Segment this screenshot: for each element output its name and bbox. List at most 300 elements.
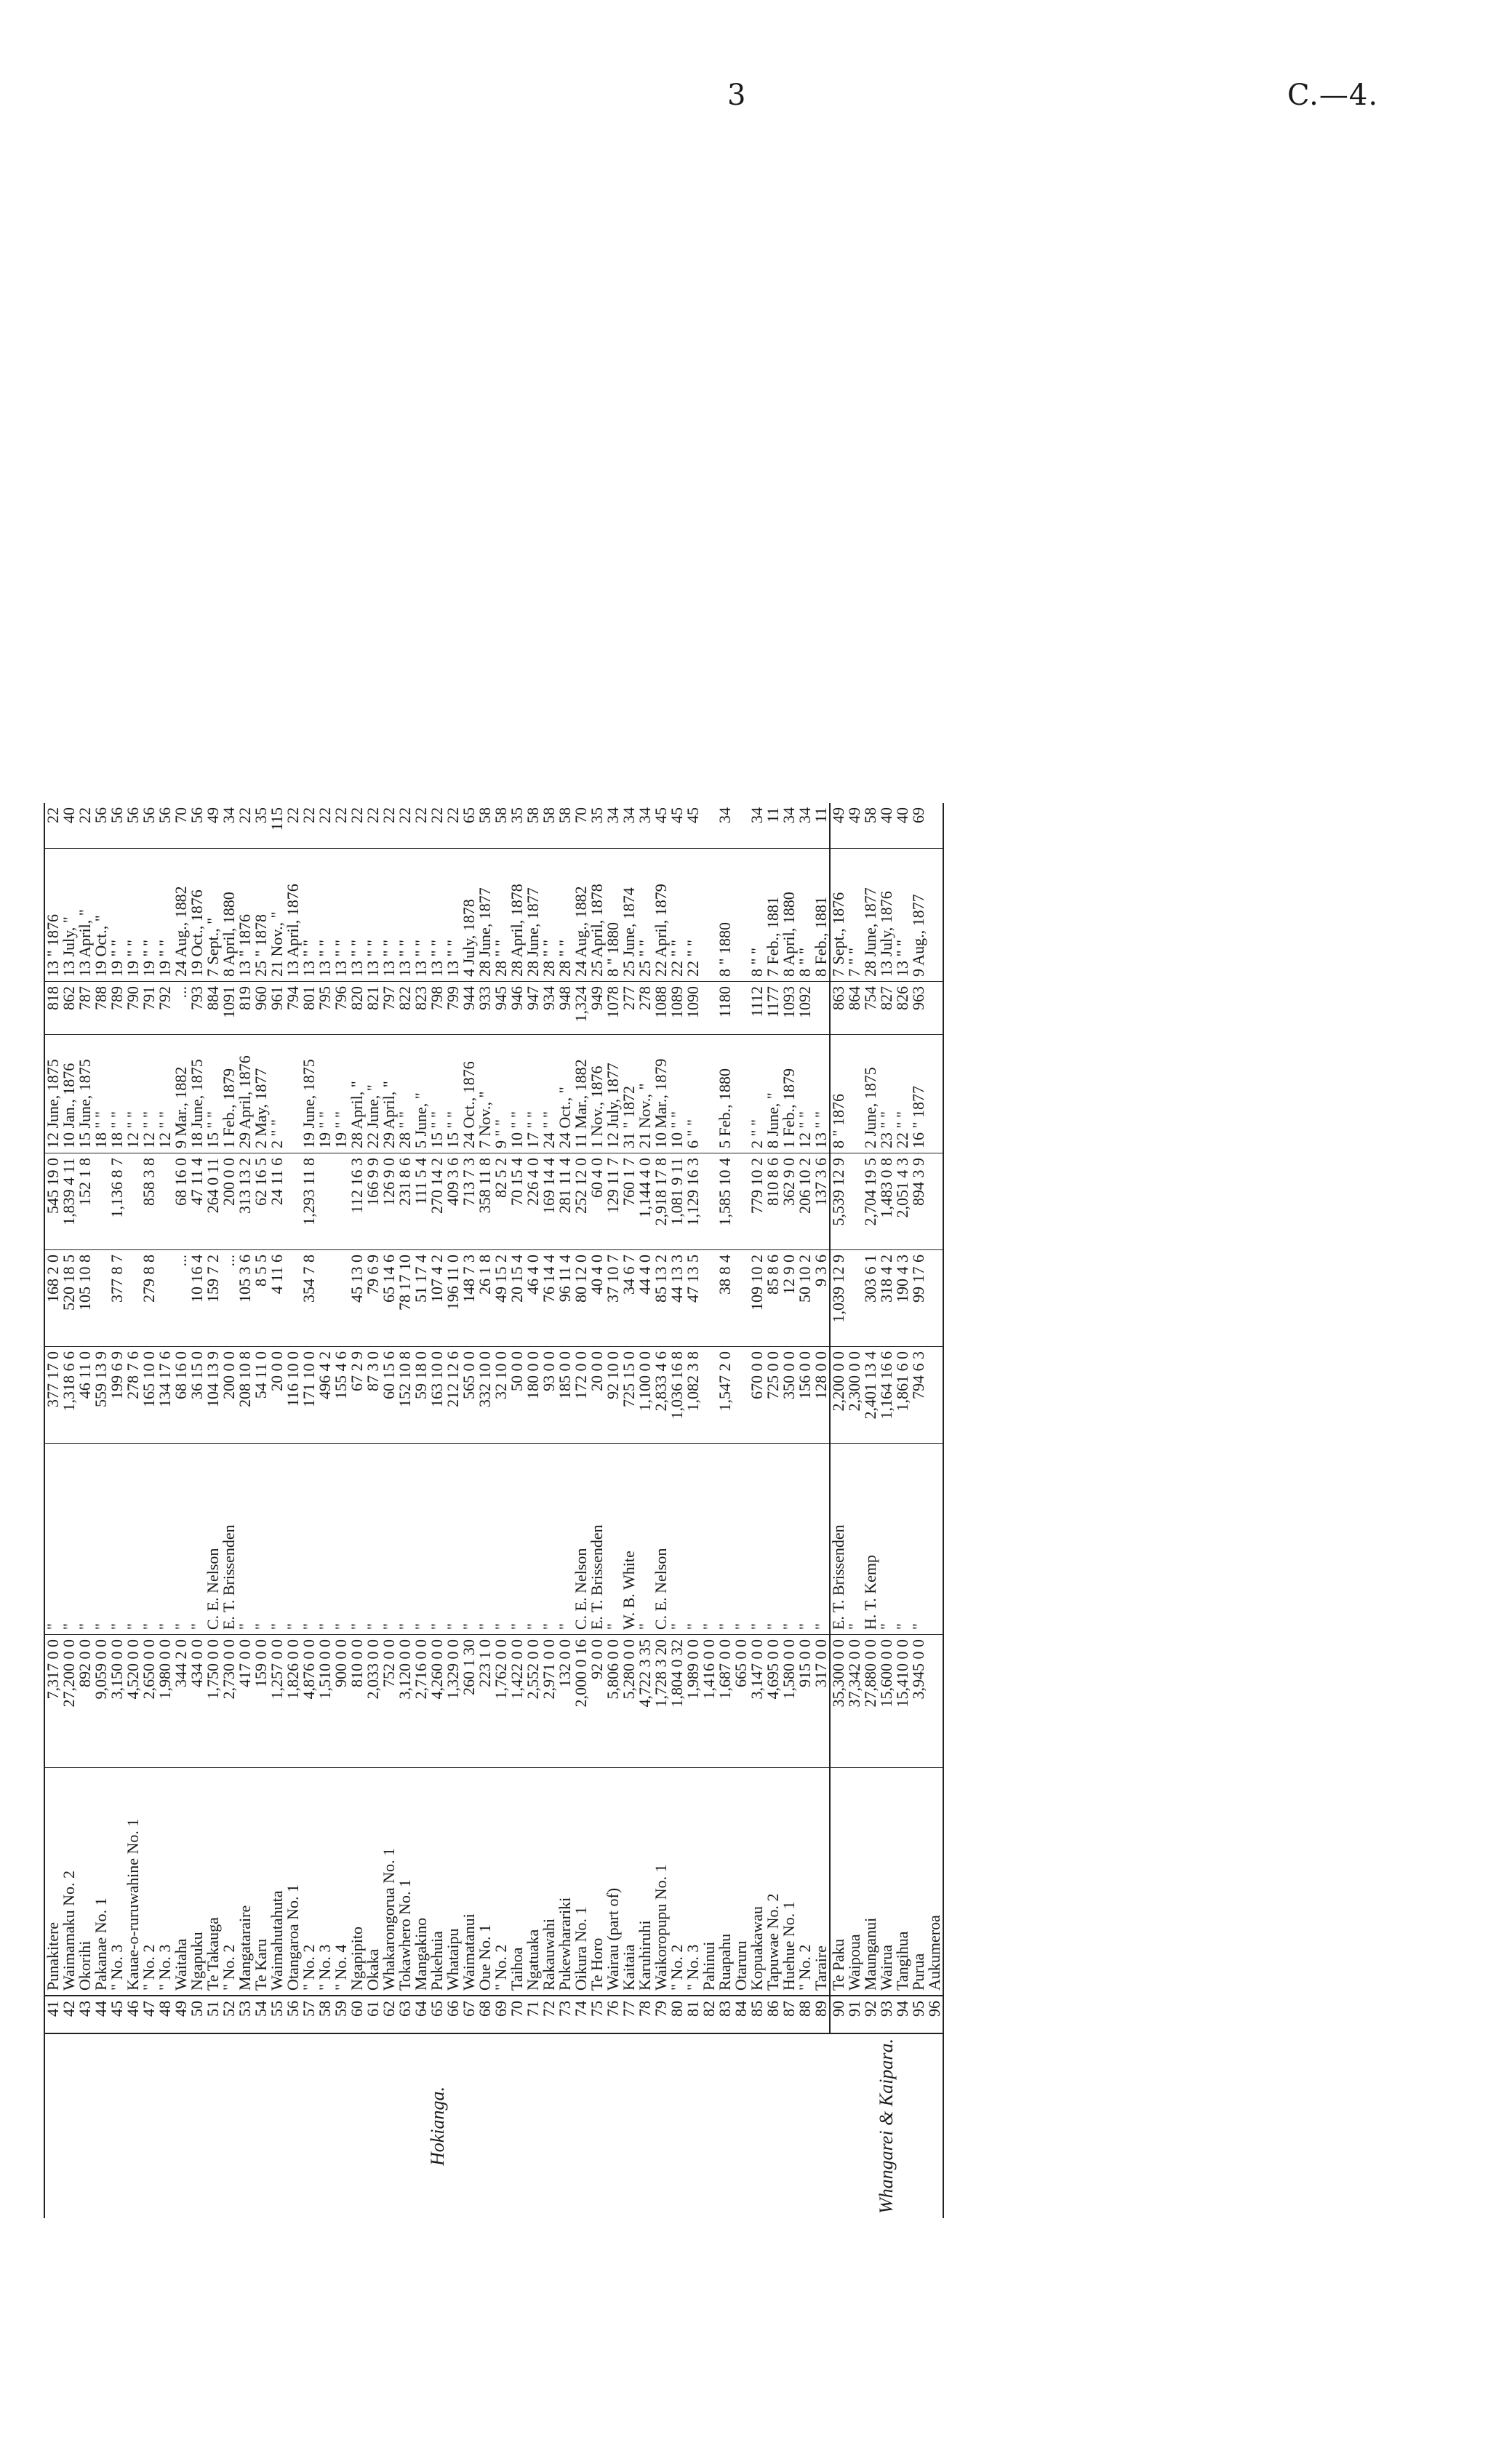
cell-date2: 19 " ": [125, 849, 141, 982]
table-row: [749, 803, 765, 2218]
table-row: [237, 803, 253, 2218]
cell-amount3: [157, 1153, 173, 1250]
cell-name: Ngapipito: [349, 1768, 365, 1996]
cell-amount2: 80 12 0: [573, 1250, 589, 1347]
cell-ref: 827: [879, 982, 895, 1035]
cell-date1: 1 Feb., 1879: [221, 1035, 237, 1153]
cell-amount3: [285, 1153, 301, 1250]
cell-date2: 13 " ": [333, 849, 349, 982]
cell-no: 57: [301, 1996, 317, 2033]
cell-last: [701, 803, 717, 849]
cell-date1: 12 July, 1877: [605, 1035, 621, 1153]
cell-date1: 12 " ": [125, 1035, 141, 1153]
cell-amount1: 36 15 0: [189, 1347, 205, 1444]
cell-surveyor: ": [285, 1444, 301, 1635]
cell-last: 40: [877, 807, 895, 824]
cell-name: Ngatuaka: [525, 1768, 541, 1996]
cell-ref: 1089: [669, 982, 685, 1035]
cell-amount1: [733, 1347, 749, 1444]
cell-no: 63: [397, 1996, 413, 2033]
cell-surveyor: ": [301, 1444, 317, 1635]
cell-amount3: 1,839 4 11: [61, 1153, 77, 1250]
cell-amount3: 152 1 8: [77, 1153, 93, 1250]
cell-amount1: 92 10 0: [605, 1347, 621, 1444]
cell-no: 62: [381, 1996, 397, 2033]
cell-last: 40: [893, 807, 911, 824]
cell-no: 66: [445, 1996, 461, 2033]
cell-amount3: 1,144 4 0: [637, 1153, 653, 1250]
table-row: [830, 803, 847, 2218]
cell-ref: 819: [237, 982, 253, 1035]
cell-last: 58: [524, 807, 542, 824]
cell-amount3: 226 4 0: [525, 1153, 541, 1250]
cell-amount3: [333, 1153, 349, 1250]
cell-no: 49: [173, 1996, 189, 2033]
cell-surveyor: E. T. Brissenden: [830, 1444, 847, 1635]
cell-name: Tokawhero No. 1: [397, 1768, 413, 1996]
cell-date2: 28 June, 1877: [863, 849, 879, 982]
cell-date1: 1 Feb., 1879: [781, 1035, 797, 1153]
cell-name: Huehue No. 1: [781, 1768, 797, 1996]
cell-surveyor: ": [509, 1444, 525, 1635]
cell-last: 56: [156, 807, 174, 824]
cell-ref: 863: [830, 982, 847, 1035]
cell-date1: 18 " ": [109, 1035, 125, 1153]
cell-name: Ngapuku: [189, 1768, 205, 1996]
cell-amount1: 559 13 9: [93, 1347, 109, 1444]
cell-amount3: 779 10 2: [749, 1153, 765, 1250]
cell-last: 22: [412, 807, 430, 824]
cell-name: Kopuakawau: [749, 1768, 765, 1996]
table-row: [205, 803, 221, 2218]
cell-last: 22: [364, 807, 382, 824]
cell-amount1: 116 10 0: [285, 1347, 301, 1444]
cell-amount2: 34 6 7: [621, 1250, 637, 1347]
cell-date1: 10 " ": [669, 1035, 685, 1153]
cell-name: Te Karu: [253, 1768, 269, 1996]
cell-date1: [733, 1035, 749, 1153]
cell-name: Whataipu: [445, 1768, 461, 1996]
cell-date2: 28 June, 1877: [525, 849, 541, 982]
cell-date1: 22 June, ": [365, 1035, 381, 1153]
cell-area: 1,989 0 0: [685, 1635, 701, 1768]
cell-name: Waipoua: [847, 1768, 863, 1996]
cell-surveyor: ": [61, 1444, 77, 1635]
cell-amount3: 2,918 17 8: [653, 1153, 669, 1250]
cell-amount1: 54 11 0: [253, 1347, 269, 1444]
cell-surveyor: [927, 1444, 943, 1635]
table-row: [253, 803, 269, 2218]
cell-amount2: 99 17 6: [911, 1250, 927, 1347]
cell-last: 49: [829, 807, 847, 824]
cell-no: 71: [525, 1996, 541, 2033]
cell-last: 22: [396, 807, 414, 824]
cell-amount3: 126 9 0: [381, 1153, 397, 1250]
cell-date2: 13 " ": [429, 849, 445, 982]
cell-date1: 19 June, 1875: [301, 1035, 317, 1153]
cell-amount2: 279 8 8: [141, 1250, 157, 1347]
cell-date2: 19 " ": [109, 849, 125, 982]
table-row: [895, 803, 911, 2218]
cell-date1: 28 " ": [397, 1035, 413, 1153]
cell-last: 70: [172, 807, 190, 824]
table-row: [301, 803, 317, 2218]
cell-date2: 25 " 1878: [253, 849, 269, 982]
cell-last: 56: [140, 807, 158, 824]
cell-amount1: 377 17 0: [44, 1347, 61, 1444]
cell-area: 223 1 0: [477, 1635, 493, 1768]
table-row: [317, 803, 333, 2218]
cell-surveyor: ": [381, 1444, 397, 1635]
cell-date2: 24 Aug., 1882: [573, 849, 589, 982]
cell-date1: 7 Nov., ": [477, 1035, 493, 1153]
cell-no: 82: [701, 1996, 717, 2033]
cell-amount2: 12 9 0: [781, 1250, 797, 1347]
cell-date1: 2 " ": [269, 1035, 285, 1153]
table-row: [573, 803, 589, 2218]
cell-surveyor: ": [879, 1444, 895, 1635]
cell-date1: 12 " ": [797, 1035, 813, 1153]
cell-ref: 791: [141, 982, 157, 1035]
cell-surveyor: ": [525, 1444, 541, 1635]
cell-date2: 13 " ": [365, 849, 381, 982]
cell-surveyor: ": [269, 1444, 285, 1635]
cell-date1: 16 " 1877: [911, 1035, 927, 1153]
cell-last: 34: [716, 807, 734, 824]
cell-last: 58: [476, 807, 494, 824]
table-row: [911, 803, 927, 2218]
cell-last: 58: [492, 807, 510, 824]
cell-ref: 793: [189, 982, 205, 1035]
cell-amount1: 171 10 0: [301, 1347, 317, 1444]
cell-date2: 8 April, 1880: [221, 849, 237, 982]
cell-amount2: 49 15 2: [493, 1250, 509, 1347]
cell-last: 115: [268, 807, 286, 831]
cell-area: 4,695 0 0: [765, 1635, 781, 1768]
cell-amount3: [847, 1153, 863, 1250]
cell-date1: 10 " ": [509, 1035, 525, 1153]
cell-name: Ruapahu: [717, 1768, 733, 1996]
cell-no: 78: [637, 1996, 653, 2033]
cell-name: " No. 2: [797, 1768, 813, 1996]
cell-amount3: 70 15 4: [509, 1153, 525, 1250]
cell-surveyor: C. E. Nelson: [573, 1444, 589, 1635]
cell-surveyor: ": [333, 1444, 349, 1635]
cell-date1: 11 Mar., 1882: [573, 1035, 589, 1153]
cell-name: Punakitere: [44, 1768, 61, 1996]
cell-amount1: 1,861 6 0: [895, 1347, 911, 1444]
cell-surveyor: ": [911, 1444, 927, 1635]
cell-amount1: 1,036 16 8: [669, 1347, 685, 1444]
cell-ref: 960: [253, 982, 269, 1035]
cell-ref: 1091: [221, 982, 237, 1035]
cell-date2: 28 June, 1877: [477, 849, 493, 982]
cell-amount3: 206 10 2: [797, 1153, 813, 1250]
table-row: [269, 803, 285, 2218]
cell-amount3: 1,585 10 4: [717, 1153, 733, 1250]
cell-date2: 4 July, 1878: [461, 849, 477, 982]
cell-no: 41: [44, 1996, 61, 2033]
cell-amount1: 155 4 6: [333, 1347, 349, 1444]
cell-area: 3,147 0 0: [749, 1635, 765, 1768]
cell-date2: 28 " ": [557, 849, 573, 982]
cell-area: 1,687 0 0: [717, 1635, 733, 1768]
cell-no: 91: [847, 1996, 863, 2033]
cell-no: 60: [349, 1996, 365, 2033]
table-row: [685, 803, 701, 2218]
cell-last: 58: [540, 807, 558, 824]
cell-amount1: 350 0 0: [781, 1347, 797, 1444]
cell-date1: 24 " ": [541, 1035, 557, 1153]
cell-date2: 22 April, 1879: [653, 849, 669, 982]
cell-no: 58: [317, 1996, 333, 2033]
cell-name: " No. 3: [109, 1768, 125, 1996]
cell-amount3: 2,051 4 3: [895, 1153, 911, 1250]
cell-ref: [813, 982, 830, 1035]
cell-date1: 28 April, ": [349, 1035, 365, 1153]
cell-last: 70: [572, 807, 590, 824]
cell-name: " No. 2: [669, 1768, 685, 1996]
cell-date2: 28 April, 1878: [509, 849, 525, 982]
cell-date2: 9 Aug., 1877: [911, 849, 927, 982]
cell-ref: 795: [317, 982, 333, 1035]
cell-amount3: 760 1 7: [621, 1153, 637, 1250]
cell-area: 1,728 3 20: [653, 1635, 669, 1768]
cell-amount2: 148 7 3: [461, 1250, 477, 1347]
cell-amount2: 168 2 0: [44, 1250, 61, 1347]
cell-surveyor: ": [765, 1444, 781, 1635]
cell-date2: 13 " ": [413, 849, 429, 982]
cell-name: Oikura No. 1: [573, 1768, 589, 1996]
cell-no: 48: [157, 1996, 173, 2033]
cell-amount3: [927, 1153, 943, 1250]
cell-surveyor: ": [637, 1444, 653, 1635]
cell-ref: 1092: [797, 982, 813, 1035]
cell-date2: [733, 849, 749, 982]
cell-ref: 961: [269, 982, 285, 1035]
cell-ref: 820: [349, 982, 365, 1035]
cell-amount2: [333, 1250, 349, 1347]
cell-date2: 7 Sept., 1876: [830, 849, 847, 982]
cell-date2: 25 " ": [637, 849, 653, 982]
cell-amount1: 172 0 0: [573, 1347, 589, 1444]
district-label-hokianga: Hokianga.: [44, 2033, 830, 2218]
cell-ref: 823: [413, 982, 429, 1035]
cell-surveyor: ": [173, 1444, 189, 1635]
cell-no: 83: [717, 1996, 733, 2033]
cell-ref: 949: [589, 982, 605, 1035]
cell-ref: 787: [77, 982, 93, 1035]
cell-date1: 6 " ": [685, 1035, 701, 1153]
table-row: [157, 803, 173, 2218]
table-row: [733, 803, 749, 2218]
cell-date2: 13 " ": [895, 849, 911, 982]
cell-ref: 798: [429, 982, 445, 1035]
cell-date2: 13 " ": [349, 849, 365, 982]
cell-amount1: 93 0 0: [541, 1347, 557, 1444]
cell-date1: 15 " ": [429, 1035, 445, 1153]
cell-amount1: 1,082 3 8: [685, 1347, 701, 1444]
cell-no: 85: [749, 1996, 765, 2033]
cell-date2: 28 " ": [493, 849, 509, 982]
cell-surveyor: W. B. White: [621, 1444, 637, 1635]
cell-amount1: 152 10 8: [397, 1347, 413, 1444]
cell-ref: 947: [525, 982, 541, 1035]
cell-amount3: 713 7 3: [461, 1153, 477, 1250]
cell-amount2: [847, 1250, 863, 1347]
cell-amount2: 37 10 7: [605, 1250, 621, 1347]
cell-date2: 8 April, 1880: [781, 849, 797, 982]
cell-amount1: 794 6 3: [911, 1347, 927, 1444]
cell-amount3: 894 3 9: [911, 1153, 927, 1250]
cell-last: 22: [380, 807, 398, 824]
cell-last: 35: [252, 807, 270, 824]
cell-surveyor: E. T. Brissenden: [589, 1444, 605, 1635]
cell-date1: 17 " ": [525, 1035, 541, 1153]
cell-name: Maunganui: [863, 1768, 879, 1996]
cell-surveyor: ": [557, 1444, 573, 1635]
cell-amount2: 9 3 6: [813, 1250, 830, 1347]
cell-area: 2,716 0 0: [413, 1635, 429, 1768]
cell-amount3: 111 5 4: [413, 1153, 429, 1250]
cell-date1: 19 " ": [333, 1035, 349, 1153]
rotated-table-container: [44, 393, 1425, 2218]
cell-last: 69: [909, 807, 927, 824]
cell-ref: 1,324: [573, 982, 589, 1035]
cell-date2: 22 " ": [669, 849, 685, 982]
cell-surveyor: C. E. Nelson: [653, 1444, 669, 1635]
cell-date1: 12 " ": [157, 1035, 173, 1153]
cell-amount2: 65 14 6: [381, 1250, 397, 1347]
cell-amount3: 1,129 16 3: [685, 1153, 701, 1250]
cell-area: 752 0 0: [381, 1635, 397, 1768]
cell-amount3: 281 11 4: [557, 1153, 573, 1250]
cell-amount1: 87 3 0: [365, 1347, 381, 1444]
cell-no: 53: [237, 1996, 253, 2033]
cell-date2: 13 " ": [317, 849, 333, 982]
cell-last: 56: [108, 807, 126, 824]
cell-name: Kauae-o-ruruwahine No. 1: [125, 1768, 141, 1996]
table-row: [589, 803, 605, 2218]
cell-last: 34: [748, 807, 766, 824]
cell-amount3: 82 5 2: [493, 1153, 509, 1250]
cell-amount1: 50 0 0: [509, 1347, 525, 1444]
cell-date2: 8 " 1880: [605, 849, 621, 982]
cell-amount3: 270 14 2: [429, 1153, 445, 1250]
cell-date2: 7 Feb., 1881: [765, 849, 781, 982]
cell-surveyor: ": [895, 1444, 911, 1635]
cell-ref: 799: [445, 982, 461, 1035]
table-row: [461, 803, 477, 2218]
cell-amount1: 185 0 0: [557, 1347, 573, 1444]
cell-area: 900 0 0: [333, 1635, 349, 1768]
cell-amount2: 10 16 4: [189, 1250, 205, 1347]
cell-amount2: 303 6 1: [863, 1250, 879, 1347]
cell-last: [733, 803, 749, 849]
cell-last: 56: [188, 807, 206, 824]
cell-no: 93: [879, 1996, 895, 2033]
cell-amount2: 26 1 8: [477, 1250, 493, 1347]
cell-name: " No. 2: [221, 1768, 237, 1996]
cell-surveyor: ": [365, 1444, 381, 1635]
table-row: [44, 803, 61, 2218]
cell-amount1: 134 17 6: [157, 1347, 173, 1444]
table-body: [44, 803, 943, 2218]
cell-amount1: 670 0 0: [749, 1347, 765, 1444]
cell-ref: 789: [109, 982, 125, 1035]
cell-area: 810 0 0: [349, 1635, 365, 1768]
cell-amount3: 24 11 6: [269, 1153, 285, 1250]
cell-date2: [701, 849, 717, 982]
cell-last: 22: [428, 807, 446, 824]
cell-area: [927, 1635, 943, 1768]
cell-last: 22: [300, 807, 318, 824]
table-row: [429, 803, 445, 2218]
cell-date1: 15 " ": [445, 1035, 461, 1153]
table-row: [381, 803, 397, 2218]
cell-date1: 18 June, 1875: [189, 1035, 205, 1153]
cell-last: 65: [460, 807, 478, 824]
cell-ref: 1093: [781, 982, 797, 1035]
cell-date1: [927, 1035, 943, 1153]
cell-amount2: 354 7 8: [301, 1250, 317, 1347]
table-row: [349, 803, 365, 2218]
cell-amount3: 1,483 0 8: [879, 1153, 895, 1250]
cell-name: Pukehuia: [429, 1768, 445, 1996]
cell-area: 27,200 0 0: [61, 1635, 77, 1768]
cell-surveyor: ": [477, 1444, 493, 1635]
cell-no: 84: [733, 1996, 749, 2033]
cell-name: Tapuwae No. 2: [765, 1768, 781, 1996]
cell-amount1: 68 16 0: [173, 1347, 189, 1444]
cell-last: 34: [220, 807, 238, 824]
cell-ref: ...: [173, 982, 189, 1035]
cell-amount2: 76 14 4: [541, 1250, 557, 1347]
cell-amount2: 105 3 6: [237, 1250, 253, 1347]
table-row: [285, 803, 301, 2218]
cell-amount3: [93, 1153, 109, 1250]
cell-last: 34: [636, 807, 654, 824]
cell-surveyor: ": [44, 1444, 61, 1635]
cell-ref: 801: [301, 982, 317, 1035]
cell-surveyor: ": [429, 1444, 445, 1635]
cell-date1: 2 June, 1875: [863, 1035, 879, 1153]
cell-amount1: 46 11 0: [77, 1347, 93, 1444]
cell-last: 35: [588, 807, 606, 824]
cell-date2: 19 " ": [157, 849, 173, 982]
table-row: [863, 803, 879, 2218]
cell-no: 50: [189, 1996, 205, 2033]
table-row: [221, 803, 237, 2218]
cell-amount2: 45 13 0: [349, 1250, 365, 1347]
cell-amount2: 1,039 12 9: [830, 1250, 847, 1347]
cell-name: " No. 3: [317, 1768, 333, 1996]
cell-ref: 788: [93, 982, 109, 1035]
cell-no: 51: [205, 1996, 221, 2033]
cell-date1: 15 June, 1875: [77, 1035, 93, 1153]
cell-date2: 13 July, ": [61, 849, 77, 982]
cell-area: 434 0 0: [189, 1635, 205, 1768]
cell-name: Taihoa: [509, 1768, 525, 1996]
cell-no: 92: [863, 1996, 879, 2033]
cell-amount2: 50 10 2: [797, 1250, 813, 1347]
cell-name: Pahinui: [701, 1768, 717, 1996]
cell-date1: 23 " ": [879, 1035, 895, 1153]
table-row: [557, 803, 573, 2218]
cell-surveyor: ": [541, 1444, 557, 1635]
cell-no: 42: [61, 1996, 77, 2033]
cell-name: Te Horo: [589, 1768, 605, 1996]
